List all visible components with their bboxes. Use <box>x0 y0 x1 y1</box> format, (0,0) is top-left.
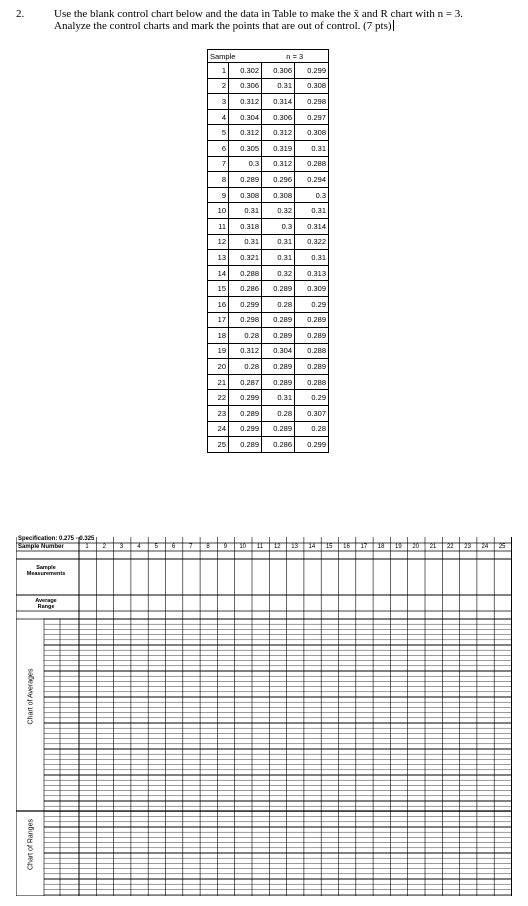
measurement-cell: 0.288 <box>295 156 329 172</box>
column-number: 15 <box>325 544 333 550</box>
sample-number-cell: 5 <box>208 125 229 141</box>
measurement-cell: 0.306 <box>229 78 262 94</box>
header-n: n = 3 <box>262 50 329 63</box>
measurement-cell: 0.308 <box>262 187 295 203</box>
column-number: 17 <box>360 544 368 550</box>
sample-number-cell: 7 <box>208 156 229 172</box>
measurement-cell: 0.312 <box>229 343 262 359</box>
sample-number-label: Sample Number <box>18 544 64 550</box>
column-number: 19 <box>395 544 402 550</box>
measurement-cell: 0.298 <box>295 94 329 110</box>
table-row <box>208 172 329 188</box>
measurement-cell: 0.308 <box>229 187 262 203</box>
measurement-cell: 0.31 <box>262 234 295 250</box>
table-row <box>208 187 329 203</box>
column-number: 11 <box>256 544 264 550</box>
measurement-cell: 0.289 <box>229 406 262 422</box>
measurement-cell: 0.29 <box>295 296 329 312</box>
measurement-cell: 0.296 <box>262 172 295 188</box>
table-row <box>208 125 329 141</box>
data-table <box>207 49 329 453</box>
table-row <box>208 281 329 297</box>
measurement-cell: 0.289 <box>262 328 295 344</box>
sample-number-cell: 17 <box>208 312 229 328</box>
measurement-cell: 0.306 <box>262 109 295 125</box>
column-number: 21 <box>429 544 437 550</box>
sample-number-cell: 23 <box>208 406 229 422</box>
measurement-cell: 0.289 <box>295 312 329 328</box>
sample-number-cell: 20 <box>208 359 229 375</box>
measurement-cell: 0.289 <box>262 312 295 328</box>
measurement-cell: 0.31 <box>262 250 295 266</box>
sample-number-cell: 11 <box>208 218 229 234</box>
measurement-cell: 0.289 <box>262 421 295 437</box>
column-number: 6 <box>171 544 176 550</box>
measurement-cell: 0.308 <box>295 78 329 94</box>
control-chart <box>16 531 512 896</box>
sample-number-cell: 4 <box>208 109 229 125</box>
table-row <box>208 312 329 328</box>
table-row <box>208 359 329 375</box>
control-chart-grid <box>16 531 512 896</box>
table-row <box>208 94 329 110</box>
column-number: 2 <box>102 544 106 550</box>
sample-number-cell: 18 <box>208 328 229 344</box>
table-row <box>208 296 329 312</box>
measurement-cell: 0.322 <box>295 234 329 250</box>
measurement-cell: 0.28 <box>229 359 262 375</box>
measurement-cell: 0.289 <box>295 359 329 375</box>
measurement-cell: 0.289 <box>229 437 262 453</box>
sample-number-cell: 21 <box>208 374 229 390</box>
measurement-cell: 0.3 <box>229 156 262 172</box>
table-row <box>208 265 329 281</box>
column-number: 1 <box>85 544 89 550</box>
measurement-cell: 0.294 <box>295 172 329 188</box>
measurement-cell: 0.288 <box>295 343 329 359</box>
sample-number-cell: 3 <box>208 94 229 110</box>
sample-number-cell: 1 <box>208 63 229 79</box>
measurement-cell: 0.314 <box>262 94 295 110</box>
measurement-cell: 0.286 <box>229 281 262 297</box>
column-number: 3 <box>119 544 124 550</box>
measurement-cell: 0.29 <box>295 390 329 406</box>
measurement-cell: 0.299 <box>295 63 329 79</box>
measurement-cell: 0.298 <box>229 312 262 328</box>
question-number: 2. <box>16 8 25 20</box>
measurement-cell: 0.32 <box>262 265 295 281</box>
column-number: 25 <box>498 544 506 550</box>
measurement-cell: 0.312 <box>229 94 262 110</box>
measurement-cell: 0.318 <box>229 218 262 234</box>
sample-number-cell: 6 <box>208 140 229 156</box>
average-label: Average <box>35 598 57 604</box>
measurement-cell: 0.32 <box>262 203 295 219</box>
table-row <box>208 203 329 219</box>
sample-number-cell: 13 <box>208 250 229 266</box>
table-row <box>208 234 329 250</box>
sample-number-cell: 22 <box>208 390 229 406</box>
table-row <box>208 390 329 406</box>
measurement-cell: 0.288 <box>295 374 329 390</box>
sample-number-cell: 9 <box>208 187 229 203</box>
measurement-cell: 0.289 <box>262 359 295 375</box>
column-number: 5 <box>154 544 158 550</box>
table-row <box>208 374 329 390</box>
measurement-cell: 0.289 <box>262 281 295 297</box>
sample-number-cell: 12 <box>208 234 229 250</box>
sample-number-cell: 10 <box>208 203 229 219</box>
question-line-1: Use the blank control chart below and the data in Table to make the x̄ and R chart with n = 3. <box>54 8 464 20</box>
column-number: 22 <box>446 544 454 550</box>
column-number: 7 <box>189 544 193 550</box>
measurement-cell: 0.286 <box>262 437 295 453</box>
sample-number-cell: 8 <box>208 172 229 188</box>
table-row <box>208 328 329 344</box>
question-line-2 <box>54 20 514 32</box>
column-number: 13 <box>291 544 298 550</box>
question-text <box>54 8 514 32</box>
measurement-cell: 0.28 <box>262 296 295 312</box>
measurement-cell: 0.299 <box>295 437 329 453</box>
measurement-cell: 0.299 <box>229 421 262 437</box>
column-number: 14 <box>308 544 316 550</box>
measurement-cell: 0.289 <box>229 172 262 188</box>
measurement-cell: 0.31 <box>262 78 295 94</box>
sample-number-cell: 14 <box>208 265 229 281</box>
measurement-cell: 0.304 <box>229 109 262 125</box>
measurement-cell: 0.297 <box>295 109 329 125</box>
column-number: 10 <box>239 544 247 550</box>
table-row <box>208 140 329 156</box>
sample-number-cell: 19 <box>208 343 229 359</box>
measurement-cell: 0.31 <box>295 203 329 219</box>
table-row <box>208 156 329 172</box>
measurement-cell: 0.31 <box>262 390 295 406</box>
column-number: 9 <box>223 544 228 550</box>
measurement-cell: 0.302 <box>229 63 262 79</box>
sample-number-cell: 24 <box>208 421 229 437</box>
sample-number-cell: 16 <box>208 296 229 312</box>
header-sample: Sample <box>208 50 262 63</box>
range-label: Range <box>37 604 55 610</box>
table-row <box>208 218 329 234</box>
measurement-cell: 0.28 <box>262 406 295 422</box>
measurement-cell: 0.299 <box>229 296 262 312</box>
sample-number-cell: 2 <box>208 78 229 94</box>
question-line-2-text: Analyze the control charts and mark the points that are out of control. (7 pts) <box>54 20 392 32</box>
measurement-cell: 0.312 <box>262 156 295 172</box>
measurement-cell: 0.314 <box>295 218 329 234</box>
measurement-cell: 0.321 <box>229 250 262 266</box>
sample-measurements-line1: Sample <box>36 565 56 571</box>
table-row <box>208 78 329 94</box>
measurement-cell: 0.307 <box>295 406 329 422</box>
measurement-cell: 0.313 <box>295 265 329 281</box>
sample-measurements-line2: Measurements <box>26 571 66 577</box>
text-cursor <box>393 20 394 31</box>
average-range-label <box>18 598 74 610</box>
column-number: 16 <box>343 544 350 550</box>
measurement-cell: 0.312 <box>229 125 262 141</box>
measurement-cell: 0.31 <box>295 250 329 266</box>
column-number: 8 <box>206 544 210 550</box>
measurement-cell: 0.31 <box>295 140 329 156</box>
table-row <box>208 437 329 453</box>
column-number: 20 <box>412 544 420 550</box>
measurement-cell: 0.3 <box>295 187 329 203</box>
table-row <box>208 343 329 359</box>
column-number: 4 <box>137 544 141 550</box>
measurement-cell: 0.31 <box>229 203 262 219</box>
measurement-cell: 0.309 <box>295 281 329 297</box>
measurement-cell: 0.289 <box>295 328 329 344</box>
measurement-cell: 0.306 <box>262 63 295 79</box>
measurement-cell: 0.304 <box>262 343 295 359</box>
sample-number-cell: 15 <box>208 281 229 297</box>
sample-number-cell: 25 <box>208 437 229 453</box>
column-number: 12 <box>273 544 281 550</box>
chart-of-averages-label: Chart of Averages <box>27 668 35 725</box>
measurement-cell: 0.289 <box>262 374 295 390</box>
measurement-cell: 0.319 <box>262 140 295 156</box>
measurement-cell: 0.31 <box>229 234 262 250</box>
table-row <box>208 250 329 266</box>
measurement-cell: 0.28 <box>229 328 262 344</box>
table-row <box>208 63 329 79</box>
column-number: 18 <box>377 544 385 550</box>
measurement-cell: 0.312 <box>262 125 295 141</box>
chart-of-ranges-label: Chart of Ranges <box>27 819 35 870</box>
table-row <box>208 109 329 125</box>
column-number: 23 <box>464 544 471 550</box>
table-row <box>208 421 329 437</box>
specification-label: Specification: 0.275 - 0.325 <box>18 536 95 542</box>
table-row <box>208 406 329 422</box>
measurement-cell: 0.299 <box>229 390 262 406</box>
measurement-cell: 0.3 <box>262 218 295 234</box>
measurement-cell: 0.28 <box>295 421 329 437</box>
measurement-cell: 0.305 <box>229 140 262 156</box>
measurement-cell: 0.288 <box>229 265 262 281</box>
column-number: 24 <box>481 544 489 550</box>
sample-measurements-label <box>18 565 74 577</box>
measurement-cell: 0.287 <box>229 374 262 390</box>
table-header-row <box>208 50 329 63</box>
measurement-cell: 0.308 <box>295 125 329 141</box>
